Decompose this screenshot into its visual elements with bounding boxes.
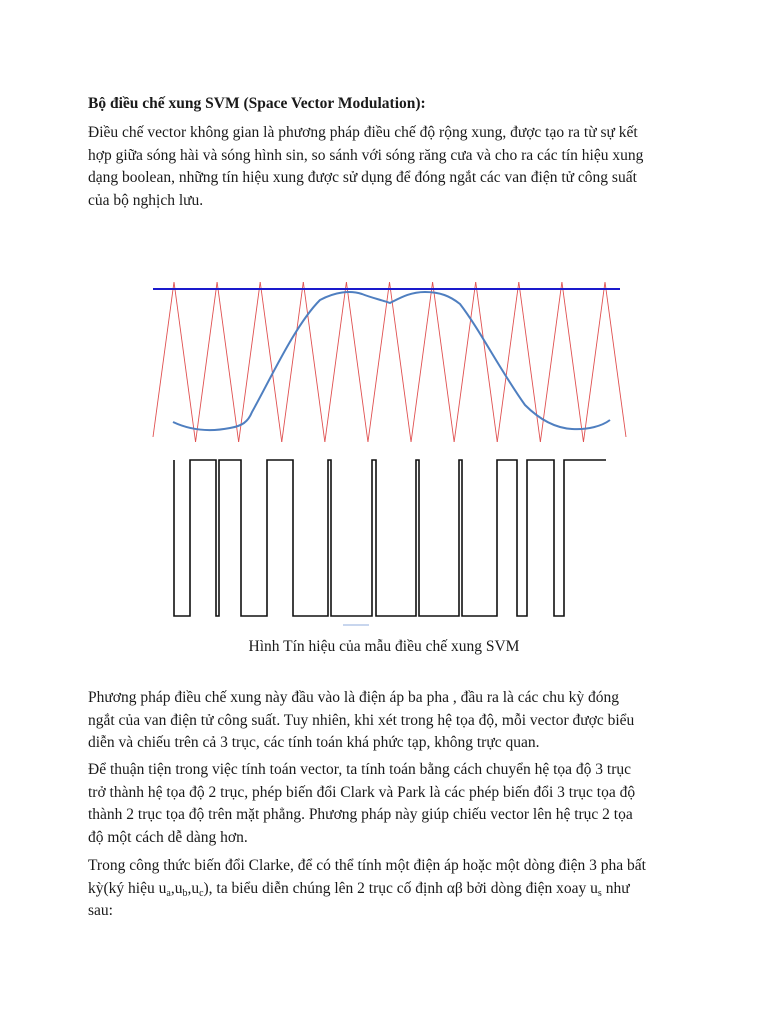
section-heading: Bộ điều chế xung SVM (Space Vector Modulation): xyxy=(88,95,426,112)
text-line: ngắt của van điện tử công suất. Tuy nhiên, khi xét trong hệ tọa độ, mỗi vector được biểu xyxy=(88,711,635,729)
subscript: b xyxy=(182,887,188,899)
subscript: c xyxy=(199,887,204,899)
subscript: s xyxy=(597,887,602,899)
carrier-segment xyxy=(433,282,455,442)
text-line: diễn và chiếu trên cả 3 trục, các tính toán khá phức tạp, không trực quan. xyxy=(88,734,540,751)
carrier-segment xyxy=(346,282,368,442)
svm-signal-figure xyxy=(150,270,630,630)
carrier-segment xyxy=(368,282,390,442)
pwm-pulse-train xyxy=(174,460,606,616)
text-line: Trong công thức biến đổi Clarke, để có thể tính một điện áp hoặc một dòng điện 3 pha bất xyxy=(88,857,646,874)
text-line: dạng boolean, những tín hiệu xung được sử dụng để đóng ngắt các van điện tử công suất xyxy=(88,169,637,186)
carrier-segment xyxy=(217,282,239,442)
text-fragment: ,u xyxy=(170,879,183,897)
carrier-triangle-wave xyxy=(153,282,626,442)
carrier-segment xyxy=(411,282,433,442)
carrier-segment xyxy=(519,282,541,442)
carrier-segment xyxy=(540,282,562,442)
text-fragment: kỳ(ký hiệu u xyxy=(88,879,167,897)
text-line: Để thuận tiện trong việc tính toán vector, ta tính toán bằng cách chuyển hệ tọa độ 3 trục xyxy=(88,761,631,778)
carrier-segment xyxy=(583,282,605,442)
carrier-segment xyxy=(282,282,304,442)
text-fragment: như xyxy=(601,879,630,897)
carrier-segment xyxy=(153,282,174,437)
carrier-segment xyxy=(390,282,412,442)
paragraph-clarke xyxy=(88,855,688,923)
carrier-segment xyxy=(605,282,626,437)
carrier-segment xyxy=(476,282,498,442)
text-line: trở thành hệ tọa độ 2 trục, phép biến đổi Clark và Park là các phép biến đổi 3 trục tọa độ xyxy=(88,783,636,801)
text-line: Phương pháp điều chế xung này đầu vào là điện áp ba pha , đầu ra là các chu kỳ đóng xyxy=(88,689,619,706)
text-line: Điều chế vector không gian là phương pháp điều chế độ rộng xung, được tạo ra từ sự kết xyxy=(88,124,638,141)
subscript: a xyxy=(166,887,171,899)
text-line: độ một cách dễ dàng hơn. xyxy=(88,828,248,846)
text-line: thành 2 trục tọa độ trên mặt phẳng. Phương pháp này giúp chiếu vector lên hệ trục 2 tọa xyxy=(88,806,633,823)
carrier-segment xyxy=(497,282,519,442)
carrier-segment xyxy=(174,282,196,442)
text-fragment: ,u xyxy=(187,879,200,897)
paragraph-method xyxy=(88,687,688,755)
carrier-segment xyxy=(196,282,218,442)
carrier-segment xyxy=(562,282,584,442)
text-line: hợp giữa sóng hài và sóng hình sin, so sánh với sóng răng cưa và cho ra các tín hiệu xung xyxy=(88,146,644,164)
carrier-segment xyxy=(325,282,347,442)
text-line: của bộ nghịch lưu. xyxy=(88,191,204,209)
paragraph-intro xyxy=(88,122,688,212)
figure-caption: Hình Tín hiệu của mẫu điều chế xung SVM xyxy=(248,638,520,655)
text-line: sau: xyxy=(88,902,113,919)
carrier-segment xyxy=(454,282,476,442)
paragraph-clark-park xyxy=(88,759,688,849)
text-line xyxy=(88,878,688,901)
text-fragment: ), ta biểu diễn chúng lên 2 trục cố định αβ bởi dòng điện xoay u xyxy=(203,879,598,897)
